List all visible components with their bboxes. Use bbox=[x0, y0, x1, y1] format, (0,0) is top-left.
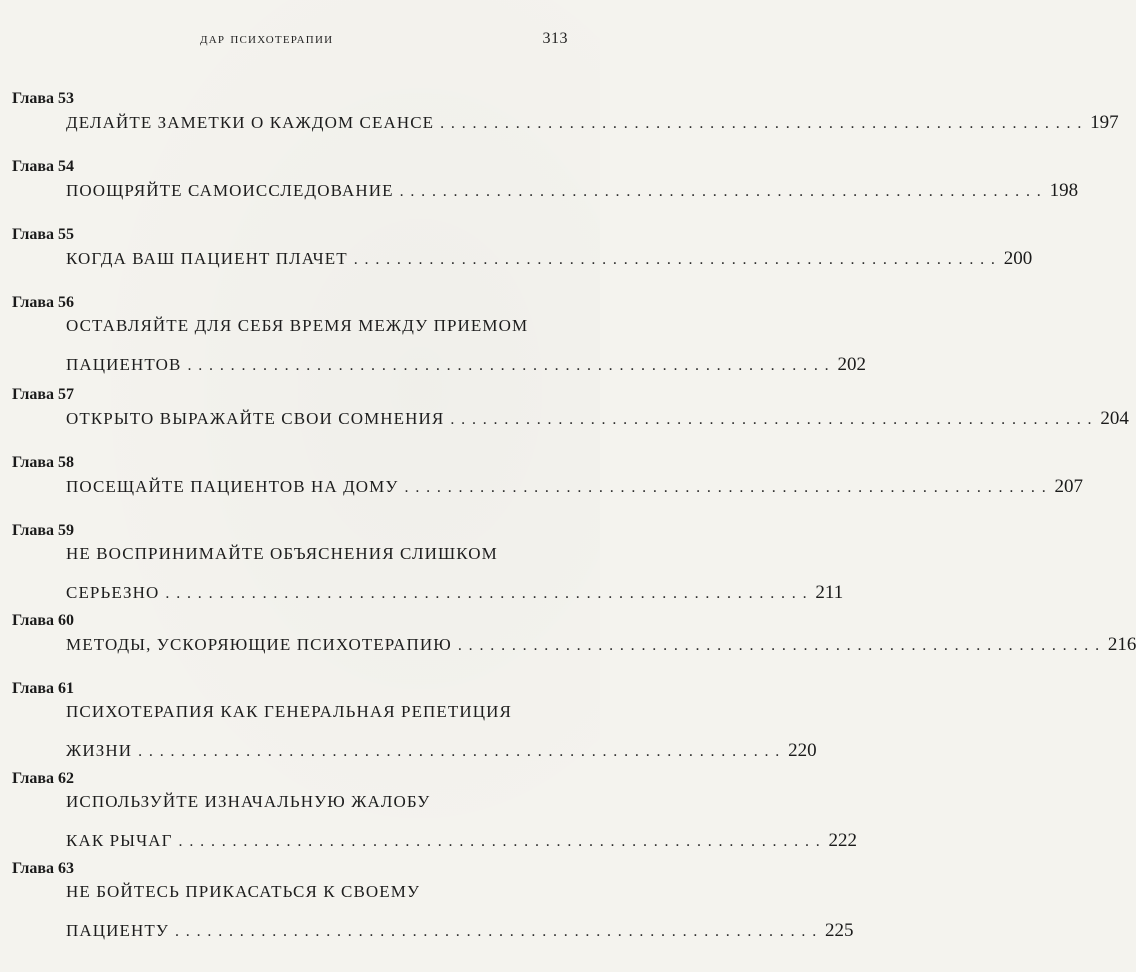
dot-leader: ............................................................ bbox=[353, 251, 1002, 268]
chapter-title-line: НЕ ВОСПРИНИМАЙТЕ ОБЪЯСНЕНИЯ СЛИШКОМ bbox=[66, 544, 498, 563]
chapter-label: Глава 53 bbox=[12, 90, 74, 107]
chapter-title-line bbox=[66, 248, 1033, 278]
toc-page-number: 202 bbox=[837, 354, 866, 375]
dot-leader: ............................................................ bbox=[440, 115, 1089, 132]
chapter-title-text: ОТКРЫТО ВЫРАЖАЙТЕ СВОИ СОМНЕНИЯ bbox=[66, 409, 445, 428]
chapter-title-line bbox=[66, 830, 858, 860]
chapter-title-line bbox=[66, 112, 1119, 142]
chapter-label: Глава 54 bbox=[12, 158, 74, 175]
toc-page-number: 207 bbox=[1054, 476, 1084, 497]
dot-leader: ............................................................ bbox=[450, 411, 1099, 428]
chapter-label: Глава 59 bbox=[12, 522, 74, 539]
chapter-label: Глава 61 bbox=[12, 680, 74, 697]
chapter-label: Глава 56 bbox=[12, 294, 74, 311]
chapter-title-text: ПАЦИЕНТОВ bbox=[66, 355, 182, 374]
chapter-title-line bbox=[66, 582, 844, 612]
chapter-title-text: ПОСЕЩАЙТЕ ПАЦИЕНТОВ НА ДОМУ bbox=[66, 477, 399, 496]
dot-leader: ............................................................ bbox=[399, 183, 1048, 200]
chapter-title-text: ДЕЛАЙТЕ ЗАМЕТКИ О КАЖДОМ СЕАНСЕ bbox=[66, 113, 435, 132]
chapter-title-text: СЕРЬЕЗНО bbox=[66, 583, 160, 602]
chapter-title-line bbox=[66, 634, 1136, 664]
chapter-label: Глава 57 bbox=[12, 386, 74, 403]
chapter-title-line bbox=[66, 740, 817, 770]
dot-leader: ............................................................ bbox=[457, 637, 1106, 654]
dot-leader: ............................................................ bbox=[165, 585, 814, 602]
toc-page-number: 204 bbox=[1100, 408, 1129, 429]
chapter-title-line: ОСТАВЛЯЙТЕ ДЛЯ СЕБЯ ВРЕМЯ МЕЖДУ ПРИЕМОМ bbox=[66, 316, 529, 335]
chapter-label: Глава 63 bbox=[12, 860, 74, 877]
chapter-title-text: ЖИЗНИ bbox=[66, 741, 133, 760]
dot-leader: ............................................................ bbox=[178, 833, 827, 850]
dot-leader: ............................................................ bbox=[404, 479, 1053, 496]
toc-page-number: 225 bbox=[825, 920, 854, 941]
chapter-title-text: КАК РЫЧАГ bbox=[66, 831, 173, 850]
toc-page-number: 220 bbox=[788, 740, 817, 761]
chapter-title-line: ИСПОЛЬЗУЙТЕ ИЗНАЧАЛЬНУЮ ЖАЛОБУ bbox=[66, 792, 431, 811]
chapter-label: Глава 60 bbox=[12, 612, 74, 629]
chapter-label: Глава 58 bbox=[12, 454, 74, 471]
chapter-title-text: МЕТОДЫ, УСКОРЯЮЩИЕ ПСИХОТЕРАПИЮ bbox=[66, 635, 452, 654]
toc-page-number: 211 bbox=[815, 582, 844, 603]
chapter-title-text: КОГДА ВАШ ПАЦИЕНТ ПЛАЧЕТ bbox=[66, 249, 348, 268]
toc-page-number: 222 bbox=[828, 830, 858, 851]
running-title: дар психотерапии bbox=[200, 30, 334, 47]
chapter-title-text: ПООЩРЯЙТЕ САМОИССЛЕДОВАНИЕ bbox=[66, 181, 394, 200]
toc-page-number: 216 bbox=[1107, 634, 1136, 655]
chapter-label: Глава 55 bbox=[12, 226, 74, 243]
chapter-title-line bbox=[66, 354, 866, 384]
dot-leader: ............................................................ bbox=[187, 357, 836, 374]
page-number: 313 bbox=[542, 30, 568, 47]
toc-page-number: 197 bbox=[1090, 112, 1119, 133]
chapter-title-line: ПСИХОТЕРАПИЯ КАК ГЕНЕРАЛЬНАЯ РЕПЕТИЦИЯ bbox=[66, 702, 512, 721]
dot-leader: ............................................................ bbox=[175, 923, 823, 940]
chapter-title-line bbox=[66, 180, 1079, 210]
chapter-label: Глава 62 bbox=[12, 770, 74, 787]
chapter-title-line bbox=[66, 920, 854, 950]
dot-leader: ............................................................ bbox=[138, 743, 787, 760]
chapter-title-line bbox=[66, 476, 1084, 506]
toc-page-number: 198 bbox=[1049, 180, 1079, 201]
chapter-title-line: НЕ БОЙТЕСЬ ПРИКАСАТЬСЯ К СВОЕМУ bbox=[66, 882, 421, 901]
chapter-title-line bbox=[66, 408, 1129, 438]
running-head bbox=[0, 30, 600, 54]
chapter-title-text: ПАЦИЕНТУ bbox=[66, 921, 169, 940]
toc-page-number: 200 bbox=[1003, 248, 1033, 269]
